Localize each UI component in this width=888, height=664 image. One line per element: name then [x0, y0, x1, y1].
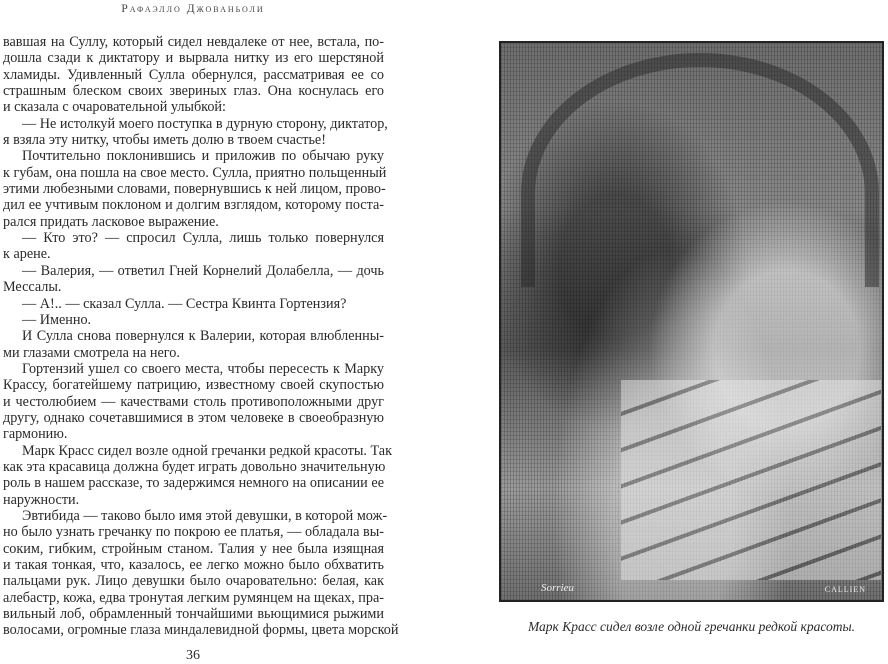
illustration-caption: Марк Красс сидел возле одной гречанки редкой красоты. — [527, 619, 856, 634]
text-line: и сказала с очаровательной улыбкой: — [3, 99, 226, 116]
text-line: хламиды. Удивленный Сулла обернулся, рассматривая ее со — [3, 66, 384, 83]
text-line: этими любезными словами, повернувшись к ней лицом, прово- — [3, 181, 386, 198]
stone-steps — [621, 380, 881, 580]
text-line: — Валерия, — ответил Гней Корнелий Долабелла, — дочь — [22, 262, 384, 279]
text-line: ми глазами смотрела на него. — [3, 344, 180, 361]
text-line: пальцами рук. Лицо девушки было очаровательно: белая, как — [3, 573, 384, 590]
text-line: но было узнать гречанку по покрою ее платья, — обладала вы- — [3, 524, 384, 541]
text-line: дил ее учтивым поклоном и долгим взглядом, которому поста- — [3, 197, 384, 214]
text-line: Гортензий ушел со своего места, чтобы пересесть к Марку — [22, 360, 384, 377]
amphitheater-arches — [521, 53, 879, 287]
text-line: вильный лоб, обрамленный тончайшими вьющимися рыжими — [3, 606, 384, 623]
text-line: и такая тонкая, что, казалось, ее легко можно было обхватить — [3, 557, 384, 573]
text-line: и честолюбием — качествами столь противоположными друг — [3, 393, 384, 410]
text-line: волосами, огромные глаза миндалевидной формы, цвета морской — [3, 622, 399, 639]
text-line: к губам, она пошла на свое место. Сулла, приятно польщенный — [3, 164, 387, 181]
text-line: Мессалы. — [3, 279, 62, 296]
engraving-illustration — [499, 41, 884, 602]
text-line: Крассу, богатейшему патрицию, известному своей скупостью — [3, 377, 384, 394]
text-line: — Не истолкуй моего поступка в дурную сторону, диктатор, — [22, 115, 388, 132]
text-line: — Именно. — [22, 311, 92, 328]
text-line: гармонию. — [3, 426, 68, 443]
text-line: Почтительно поклонившись и приложив по обычаю руку — [22, 148, 384, 165]
text-line: я взяла эту нитку, чтобы иметь долю в твоем счастье! — [3, 132, 326, 149]
text-line: другу, однако сочетавшимися в этом человеке в своеобразную — [3, 409, 384, 426]
artist-signature: Sorrieu — [541, 582, 574, 594]
text-line: страшным блеском своих звериных глаз. Она коснулась его — [3, 83, 384, 100]
text-line: вавшая на Суллу, который сидел невдалеке от нее, встала, по- — [3, 34, 384, 50]
page-number: 36 — [186, 648, 200, 663]
text-line: наружности. — [3, 491, 80, 508]
text-line: к арене. — [3, 246, 51, 263]
text-line: алебастр, кожа, едва тронутая легким румянцем на щеках, пра- — [3, 589, 385, 606]
text-line: дошла сзади к диктатору и вырвала нитку из его шерстяной — [3, 50, 384, 67]
text-line: И Сулла снова повернулся к Валерии, которая влюбленны- — [22, 328, 384, 345]
text-line: Марк Красс сидел возле одной гречанки редкой красоты. Так — [22, 442, 392, 459]
text-line: — А!.. — сказал Сулла. — Сестра Квинта Гортензия? — [22, 295, 347, 312]
text-line: роль в нашем рассказе, то задержимся немного на описании ее — [3, 475, 384, 492]
running-header: Рафаэлло Джованьоли — [121, 3, 265, 15]
body-text — [3, 34, 399, 639]
text-line: — Кто это? — спросил Сулла, лишь только повернулся — [22, 230, 384, 247]
text-line: Эвтибида — таково было имя этой девушки, в которой мож- — [22, 507, 388, 524]
text-line: соким, гибким, стройным станом. Талия у нее была изящная — [3, 540, 384, 557]
engraver-signature: CALLIEN — [824, 585, 866, 594]
text-line: как эта красавица должна будет играть довольно значительную — [3, 458, 386, 475]
text-line: рался придать ласковое выражение. — [3, 213, 219, 230]
